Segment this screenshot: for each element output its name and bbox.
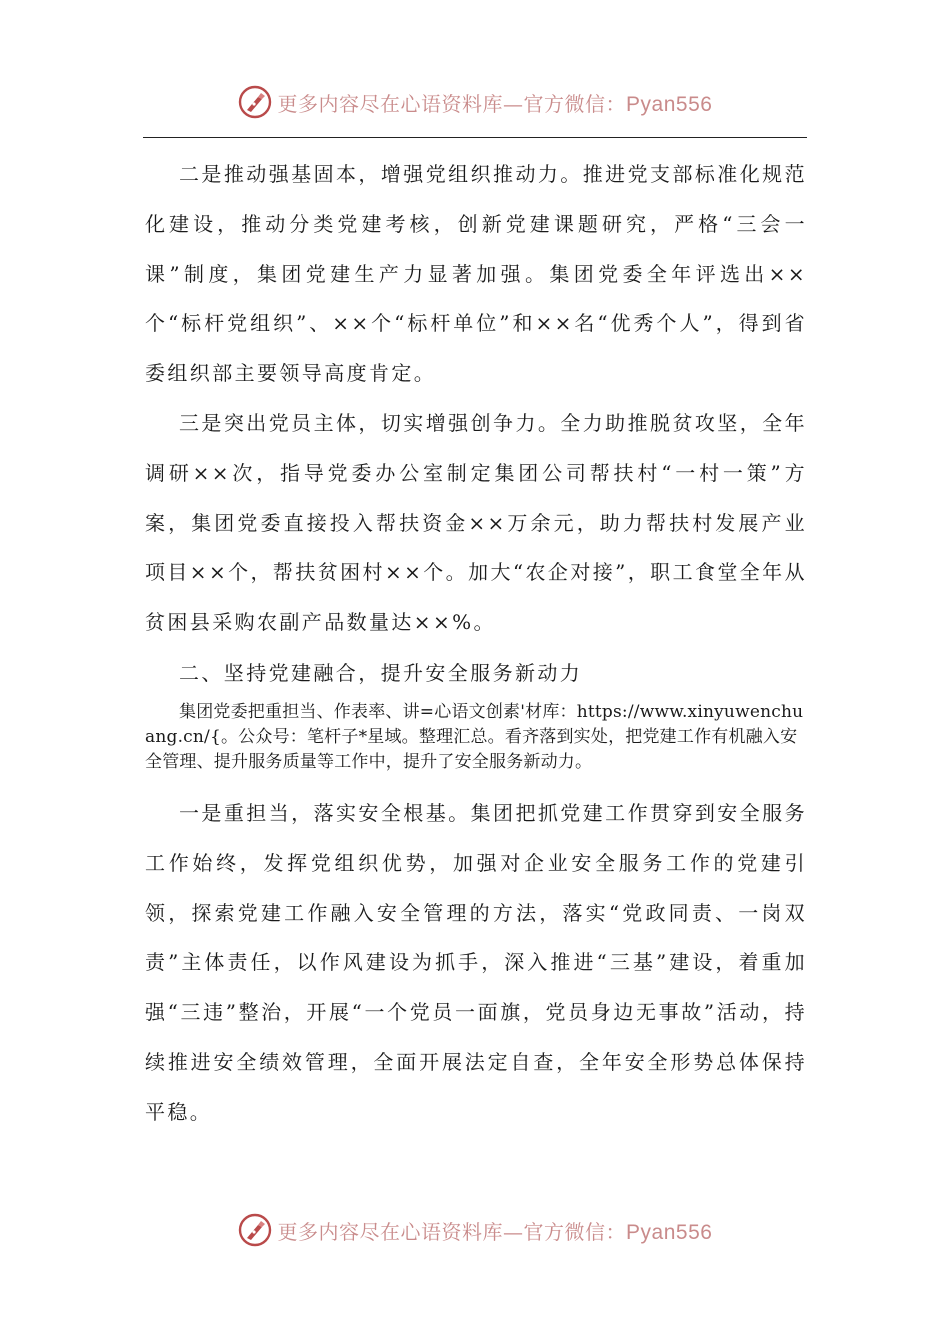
document-body [145,150,807,1138]
header-brand: 更多内容尽在心语资料库—官方微信：Pyan556 [277,91,713,116]
footer-brand: 更多内容尽在心语资料库—官方微信：Pyan556 [277,1219,713,1244]
pen-nib-logo-icon [238,1213,272,1247]
paragraph: 二是推动强基固本，增强党组织推动力。推进党支部标准化规范化建设，推动分类党建考核，创新党建课题研究，严格“三会一课”制度，集团党建生产力显著加强。集团党委全年评选出××个“标杆党组织”、××个“标杆单位”和××名“优秀个人”，得到省委组织部主要领导高度肯定。 [145,162,807,386]
paragraph: 三是突出党员主体，切实增强创争力。全力助推脱贫攻坚，全年调研××次，指导党委办公室制定集团公司帮扶村“一村一策”方案，集团党委直接投入帮扶资金××万余元，助力帮扶村发展产业项目××个，帮扶贫困村××个。加大“农企对接”，职工食堂全年从贫困县采购农副产品数量达××%。 [145,410,807,635]
pen-nib-logo-icon [238,85,272,119]
footer-wechat-id: Pyan556 [626,1220,713,1244]
header-divider [143,137,807,138]
header-banner [0,80,950,124]
header-wechat-id: Pyan556 [626,92,713,116]
section-heading: 二、坚持党建融合，提升安全服务新动力 [179,660,583,685]
paragraph-notice: 集团党委把重担当、作表率、讲=心语文创素'材库：https://www.xinyuwenchuang.cn/{。公众号：笔杆子*星域。整理汇总。看齐落到实处，把党建工作有机融入安全管理、提升服务质量等工作中，提升了安全服务新动力。 [145,701,804,772]
paragraph: 一是重担当，落实安全根基。集团把抓党建工作贯穿到安全服务工作始终，发挥党组织优势，加强对企业安全服务工作的党建引领，探索党建工作融入安全管理的方法，落实“党政同责、一岗双责”主体责任，以作风建设为抓手，深入推进“三基”建设，着重加强“三违”整治，开展“一个党员一面旗，党员身边无事故”活动，持续推进安全绩效管理，全面开展法定自查，全年安全形势总体保持平稳。 [145,800,807,1124]
footer-banner [0,1208,950,1252]
